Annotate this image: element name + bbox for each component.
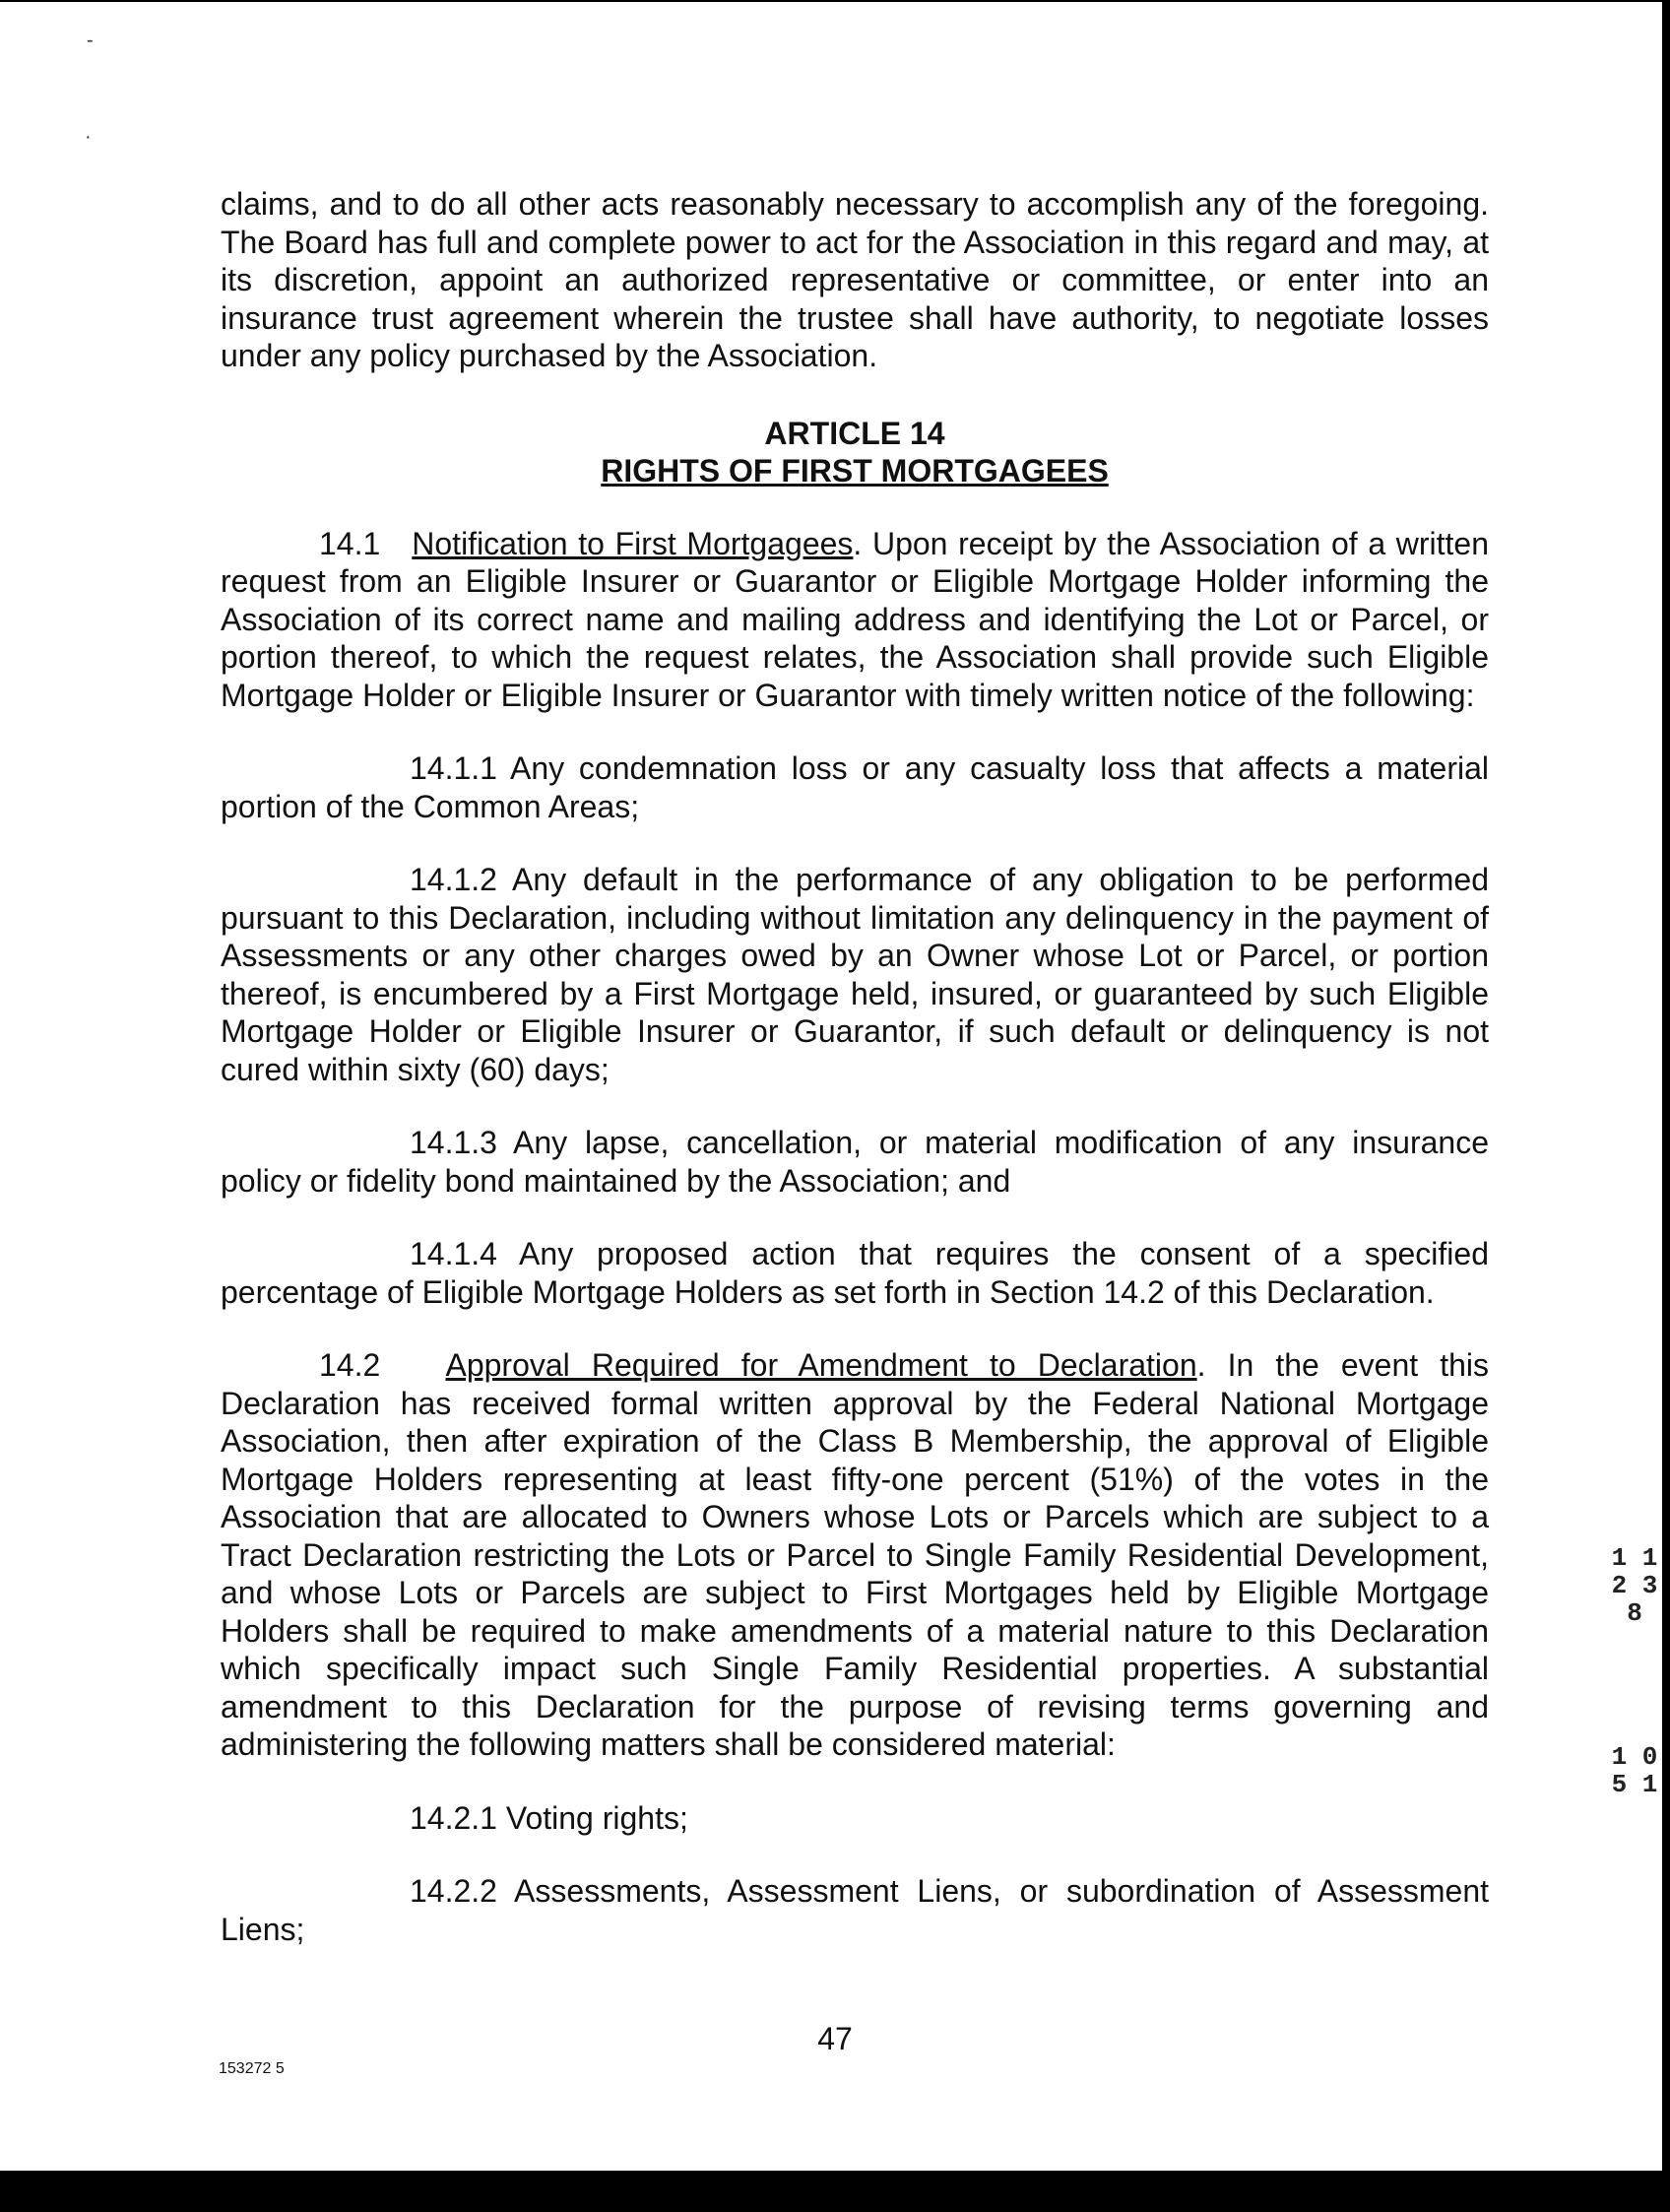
section-14-2 [221, 1346, 1489, 1764]
scan-bottom-edge [0, 2171, 1670, 2212]
section-text: . In the event this Declaration has received formal written approval by the Federal National Mortgage Association, then after expiration of the Class B Membership, the approval of Eligible Mortgage Holders representing at least fifty-one percent (51%) of the votes in the Association that are allocated to Owners whose Lots or Parcels which are subject to a Tract Declaration restricting the Lots or Parcel to Single Family Residential Development, and whose Lots or Parcels are subject to First Mortgages held by Eligible Mortgage Holders shall be required to make amendments of a material nature to this Declaration which specifically impact such Single Family Residential properties. A substantial amendment to this Declaration for the purpose of revising terms governing and administering the following matters shall be considered material: [221, 1347, 1490, 1762]
article-title: RIGHTS OF FIRST MORTGAGEES [601, 452, 1109, 488]
intro-paragraph: claims, and to do all other acts reasonably necessary to accomplish any of the foregoing. The Board has full and complete power to act for the Association in this regard and may, at its discretion, appoint an authorized representative or committee, or enter into an insurance trust agreement wherein the trustee shall have authority, to negotiate losses under any policy purchased by the Association. [221, 186, 1489, 373]
scan-speck: - [87, 30, 94, 51]
subsection-14-1-3: 14.1.3 Any lapse, cancellation, or material modification of any insurance policy or fidelity bond maintained by the Association; and [221, 1125, 1489, 1199]
article-number: ARTICLE 14 [764, 415, 945, 451]
section-number: 14.1 [319, 525, 381, 561]
recording-stamp-bottom: 1 0 5 1 [1611, 1742, 1658, 1799]
section-title: Approval Required for Amendment to Declaration [445, 1347, 1197, 1383]
section-title: Notification to First Mortgagees [412, 525, 854, 561]
document-body [221, 185, 1489, 1948]
section-text: . Upon receipt by the Association of a written request from an Eligible Insurer or Guarantor or Eligible Mortgage Holder informing the Association of its correct name and mailing address and identifying the Lot or Parcel, or portion thereof, to which the request relates, the Association shall provide such Eligible Mortgage Holder or Eligible Insurer or Guarantor with timely written notice of the following: [221, 525, 1490, 713]
page-number: 47 [817, 2021, 853, 2056]
scan-right-edge [1662, 0, 1670, 2212]
section-14-1 [221, 525, 1489, 715]
section-number: 14.2 [319, 1347, 381, 1383]
subsection-14-1-2: 14.1.2 Any default in the performance of any obligation to be performed pursuant to this Declaration, including without limitation any delinquency in the payment of Assessments or any other charges owed by an Owner whose Lot or Parcel, or portion thereof, is encumbered by a First Mortgage held, insured, or guaranteed by such Eligible Mortgage Holder or Eligible Insurer or Guarantor, if such default or delinquency is not cured within sixty (60) days; [221, 862, 1489, 1087]
subsection-14-2-2: 14.2.2 Assessments, Assessment Liens, or subordination of Assessment Liens; [221, 1873, 1489, 1947]
subsection-14-1-1: 14.1.1 Any condemnation loss or any casualty loss that affects a material portion of the Common Areas; [221, 750, 1489, 824]
subsection-14-2-1: 14.2.1 Voting rights; [410, 1799, 688, 1836]
scan-speck: · [85, 126, 92, 148]
recording-stamp-top: 1 1 2 3 8 [1611, 1543, 1658, 1628]
document-id: 153272 5 [219, 2060, 285, 2077]
subsection-14-1-4: 14.1.4 Any proposed action that requires the consent of a specified percentage of Eligible Mortgage Holders as set forth in Section 14.2 of this Declaration. [221, 1236, 1489, 1310]
scan-top-edge [0, 0, 1670, 2]
